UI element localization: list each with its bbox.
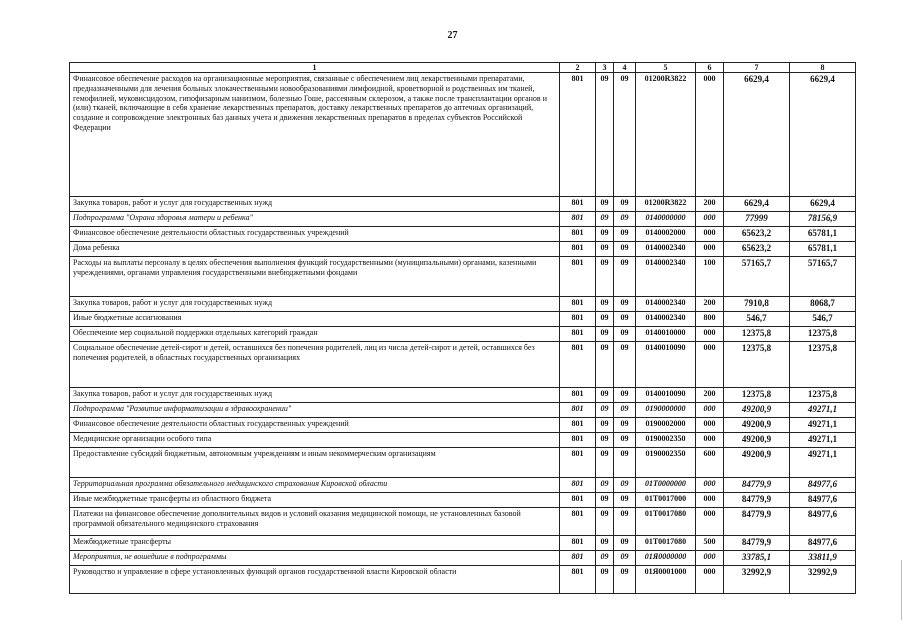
row-description: Закупка товаров, работ и услуг для государственных нужд xyxy=(70,197,560,212)
amount-year-2: 546,7 xyxy=(790,312,856,327)
section-code: 09 xyxy=(596,493,614,508)
ministry-code: 801 xyxy=(560,297,596,312)
subsection-code: 09 xyxy=(614,342,636,388)
table-row xyxy=(70,448,856,478)
section-code: 09 xyxy=(596,551,614,566)
amount-year-2: 78156,9 xyxy=(790,212,856,227)
subsection-code: 09 xyxy=(614,327,636,342)
section-code: 09 xyxy=(596,448,614,478)
row-description: Дома ребенка xyxy=(70,242,560,257)
amount-year-2: 84977,6 xyxy=(790,493,856,508)
amount-year-1: 7910,8 xyxy=(724,297,790,312)
target-article-code: 0140010090 xyxy=(636,342,696,388)
table-row xyxy=(70,478,856,493)
expense-type-code: 000 xyxy=(696,493,724,508)
target-article-code: 01Т0017000 xyxy=(636,493,696,508)
ministry-code: 801 xyxy=(560,312,596,327)
amount-year-1: 84779,9 xyxy=(724,508,790,536)
ministry-code: 801 xyxy=(560,536,596,551)
target-article-code: 0190002350 xyxy=(636,433,696,448)
ministry-code: 801 xyxy=(560,433,596,448)
section-code: 09 xyxy=(596,312,614,327)
target-article-code: 0140002000 xyxy=(636,227,696,242)
subsection-code: 09 xyxy=(614,312,636,327)
amount-year-1: 57165,7 xyxy=(724,257,790,297)
table-row xyxy=(70,403,856,418)
amount-year-1: 6629,4 xyxy=(724,197,790,212)
column-header: 6 xyxy=(696,63,724,73)
expense-type-code: 800 xyxy=(696,312,724,327)
amount-year-2: 8068,7 xyxy=(790,297,856,312)
expense-type-code: 000 xyxy=(696,327,724,342)
expense-type-code: 000 xyxy=(696,551,724,566)
subsection-code: 09 xyxy=(614,73,636,197)
subsection-code: 09 xyxy=(614,551,636,566)
ministry-code: 801 xyxy=(560,242,596,257)
amount-year-1: 49200,9 xyxy=(724,403,790,418)
ministry-code: 801 xyxy=(560,403,596,418)
row-description: Закупка товаров, работ и услуг для государственных нужд xyxy=(70,388,560,403)
ministry-code: 801 xyxy=(560,478,596,493)
row-description: Финансовое обеспечение расходов на организационные мероприятия, связанные с обеспечением лиц лекарственными препаратами, предназначенными для лечения больных злокачественными новообразованиями лимфоидной, кроветворной и родственных им тканей, гемофилией, муковисцидозом, гипофизарным нанизмом, болезнью Гоше, рассеянным склерозом, а также после трансплантации органов и (или) тканей, включающие в себя хранение лекарственных препаратов, доставку лекарственных препаратов до аптечных организаций, создание и сопровождение электронных баз данных учета и движения лекарственных препаратов в пределах субъектов Российской Федерации xyxy=(70,73,560,197)
target-article-code: 0140000000 xyxy=(636,212,696,227)
subsection-code: 09 xyxy=(614,493,636,508)
column-header: 3 xyxy=(596,63,614,73)
row-description: Подпрограмма "Охрана здоровья матери и ребенка" xyxy=(70,212,560,227)
amount-year-1: 84779,9 xyxy=(724,536,790,551)
table-row xyxy=(70,493,856,508)
amount-year-2: 84977,6 xyxy=(790,508,856,536)
expense-type-code: 200 xyxy=(696,297,724,312)
row-description: Иные межбюджетные трансферты из областного бюджета xyxy=(70,493,560,508)
subsection-code: 09 xyxy=(614,418,636,433)
row-description: Социальное обеспечение детей-сирот и детей, оставшихся без попечения родителей, лиц из числа детей-сирот и детей, оставшихся без попечения родителей, в областных государственных организациях xyxy=(70,342,560,388)
row-description: Финансовое обеспечение деятельности областных государственных учреждений xyxy=(70,227,560,242)
ministry-code: 801 xyxy=(560,388,596,403)
subsection-code: 09 xyxy=(614,536,636,551)
expense-type-code: 000 xyxy=(696,433,724,448)
section-code: 09 xyxy=(596,433,614,448)
target-article-code: 0140002340 xyxy=(636,242,696,257)
table-row xyxy=(70,212,856,227)
amount-year-1: 77999 xyxy=(724,212,790,227)
column-header: 1 xyxy=(70,63,560,73)
section-code: 09 xyxy=(596,508,614,536)
amount-year-1: 65623,2 xyxy=(724,227,790,242)
target-article-code: 01200R3822 xyxy=(636,73,696,197)
amount-year-2: 57165,7 xyxy=(790,257,856,297)
table-row xyxy=(70,197,856,212)
page-edge-line xyxy=(901,560,905,620)
table-row xyxy=(70,433,856,448)
table-row xyxy=(70,342,856,388)
amount-year-1: 12375,8 xyxy=(724,327,790,342)
row-description: Территориальная программа обязательного медицинского страхования Кировской области xyxy=(70,478,560,493)
ministry-code: 801 xyxy=(560,197,596,212)
ministry-code: 801 xyxy=(560,342,596,388)
target-article-code: 0190000000 xyxy=(636,403,696,418)
section-code: 09 xyxy=(596,257,614,297)
ministry-code: 801 xyxy=(560,551,596,566)
amount-year-1: 49200,9 xyxy=(724,448,790,478)
expense-type-code: 000 xyxy=(696,403,724,418)
subsection-code: 09 xyxy=(614,257,636,297)
header-row xyxy=(70,63,856,73)
amount-year-2: 49271,1 xyxy=(790,433,856,448)
page-number: 27 xyxy=(447,30,458,41)
table-row xyxy=(70,312,856,327)
row-description: Мероприятия, не вошедшие в подпрограммы xyxy=(70,551,560,566)
section-code: 09 xyxy=(596,73,614,197)
section-code: 09 xyxy=(596,212,614,227)
table-row xyxy=(70,388,856,403)
ministry-code: 801 xyxy=(560,508,596,536)
expense-type-code: 000 xyxy=(696,508,724,536)
expense-type-code: 600 xyxy=(696,448,724,478)
expense-type-code: 000 xyxy=(696,73,724,197)
target-article-code: 0140002340 xyxy=(636,312,696,327)
amount-year-2: 32992,9 xyxy=(790,566,856,594)
ministry-code: 801 xyxy=(560,493,596,508)
amount-year-2: 12375,8 xyxy=(790,327,856,342)
subsection-code: 09 xyxy=(614,433,636,448)
subsection-code: 09 xyxy=(614,508,636,536)
section-code: 09 xyxy=(596,297,614,312)
table-row xyxy=(70,297,856,312)
amount-year-2: 49271,1 xyxy=(790,403,856,418)
row-description: Иные бюджетные ассигнования xyxy=(70,312,560,327)
table-row xyxy=(70,327,856,342)
amount-year-2: 49271,1 xyxy=(790,418,856,433)
amount-year-1: 33785,1 xyxy=(724,551,790,566)
amount-year-1: 84779,9 xyxy=(724,493,790,508)
ministry-code: 801 xyxy=(560,418,596,433)
section-code: 09 xyxy=(596,342,614,388)
target-article-code: 01Т0000000 xyxy=(636,478,696,493)
subsection-code: 09 xyxy=(614,388,636,403)
row-description: Обеспечение мер социальной поддержки отдельных категорий граждан xyxy=(70,327,560,342)
expense-type-code: 000 xyxy=(696,566,724,594)
section-code: 09 xyxy=(596,242,614,257)
row-description: Платежи на финансовое обеспечение дополнительных видов и условий оказания медицинской помощи, не установленных базовой программой обязательного медицинского страхования xyxy=(70,508,560,536)
amount-year-2: 65781,1 xyxy=(790,227,856,242)
subsection-code: 09 xyxy=(614,212,636,227)
expense-type-code: 000 xyxy=(696,418,724,433)
table-row xyxy=(70,418,856,433)
table-row xyxy=(70,536,856,551)
amount-year-2: 6629,4 xyxy=(790,197,856,212)
expense-type-code: 200 xyxy=(696,197,724,212)
target-article-code: 0140010000 xyxy=(636,327,696,342)
table-row xyxy=(70,227,856,242)
column-header: 5 xyxy=(636,63,696,73)
target-article-code: 01Я0001000 xyxy=(636,566,696,594)
column-header: 2 xyxy=(560,63,596,73)
section-code: 09 xyxy=(596,227,614,242)
amount-year-1: 49200,9 xyxy=(724,418,790,433)
row-description: Финансовое обеспечение деятельности областных государственных учреждений xyxy=(70,418,560,433)
amount-year-2: 12375,8 xyxy=(790,342,856,388)
amount-year-2: 49271,1 xyxy=(790,448,856,478)
amount-year-1: 546,7 xyxy=(724,312,790,327)
row-description: Межбюджетные трансферты xyxy=(70,536,560,551)
table-row xyxy=(70,508,856,536)
row-description: Медицинские организации особого типа xyxy=(70,433,560,448)
subsection-code: 09 xyxy=(614,227,636,242)
target-article-code: 0190002000 xyxy=(636,418,696,433)
column-header: 8 xyxy=(790,63,856,73)
subsection-code: 09 xyxy=(614,448,636,478)
section-code: 09 xyxy=(596,327,614,342)
section-code: 09 xyxy=(596,566,614,594)
section-code: 09 xyxy=(596,478,614,493)
target-article-code: 0140010090 xyxy=(636,388,696,403)
amount-year-2: 6629,4 xyxy=(790,73,856,197)
table-row xyxy=(70,242,856,257)
subsection-code: 09 xyxy=(614,403,636,418)
section-code: 09 xyxy=(596,418,614,433)
table-row xyxy=(70,551,856,566)
table-row xyxy=(70,257,856,297)
ministry-code: 801 xyxy=(560,212,596,227)
column-header: 4 xyxy=(614,63,636,73)
section-code: 09 xyxy=(596,197,614,212)
table-row xyxy=(70,566,856,594)
target-article-code: 0140002340 xyxy=(636,297,696,312)
row-description: Подпрограмма "Развитие информатизации в здравоохранении" xyxy=(70,403,560,418)
ministry-code: 801 xyxy=(560,257,596,297)
table-row xyxy=(70,73,856,197)
expense-type-code: 000 xyxy=(696,342,724,388)
target-article-code: 0190002350 xyxy=(636,448,696,478)
ministry-code: 801 xyxy=(560,327,596,342)
expense-type-code: 000 xyxy=(696,227,724,242)
amount-year-2: 84977,6 xyxy=(790,536,856,551)
amount-year-2: 65781,1 xyxy=(790,242,856,257)
column-header: 7 xyxy=(724,63,790,73)
amount-year-1: 32992,9 xyxy=(724,566,790,594)
target-article-code: 01Т0017080 xyxy=(636,508,696,536)
amount-year-1: 49200,9 xyxy=(724,433,790,448)
target-article-code: 0140002340 xyxy=(636,257,696,297)
ministry-code: 801 xyxy=(560,73,596,197)
target-article-code: 01Т0017080 xyxy=(636,536,696,551)
amount-year-1: 6629,4 xyxy=(724,73,790,197)
row-description: Предоставление субсидий бюджетным, автономным учреждениям и иным некоммерческим организациям xyxy=(70,448,560,478)
row-description: Расходы на выплаты персоналу в целях обеспечения выполнения функций государственными (муниципальными) органами, казенными учреждениями, органами управления государственными внебюджетными фондами xyxy=(70,257,560,297)
expense-type-code: 500 xyxy=(696,536,724,551)
ministry-code: 801 xyxy=(560,227,596,242)
amount-year-2: 33811,9 xyxy=(790,551,856,566)
subsection-code: 09 xyxy=(614,478,636,493)
amount-year-1: 12375,8 xyxy=(724,342,790,388)
section-code: 09 xyxy=(596,388,614,403)
expense-type-code: 000 xyxy=(696,478,724,493)
row-description: Руководство и управление в сфере установленных функций органов государственной власти Кировской области xyxy=(70,566,560,594)
subsection-code: 09 xyxy=(614,297,636,312)
amount-year-2: 84977,6 xyxy=(790,478,856,493)
ministry-code: 801 xyxy=(560,448,596,478)
row-description: Закупка товаров, работ и услуг для государственных нужд xyxy=(70,297,560,312)
amount-year-2: 12375,8 xyxy=(790,388,856,403)
subsection-code: 09 xyxy=(614,197,636,212)
target-article-code: 01200R3822 xyxy=(636,197,696,212)
ministry-code: 801 xyxy=(560,566,596,594)
target-article-code: 01Я0000000 xyxy=(636,551,696,566)
subsection-code: 09 xyxy=(614,242,636,257)
expense-type-code: 100 xyxy=(696,257,724,297)
expense-type-code: 000 xyxy=(696,212,724,227)
budget-table xyxy=(69,62,856,594)
amount-year-1: 84779,9 xyxy=(724,478,790,493)
amount-year-1: 12375,8 xyxy=(724,388,790,403)
section-code: 09 xyxy=(596,536,614,551)
expense-type-code: 000 xyxy=(696,242,724,257)
subsection-code: 09 xyxy=(614,566,636,594)
section-code: 09 xyxy=(596,403,614,418)
amount-year-1: 65623,2 xyxy=(724,242,790,257)
expense-type-code: 200 xyxy=(696,388,724,403)
